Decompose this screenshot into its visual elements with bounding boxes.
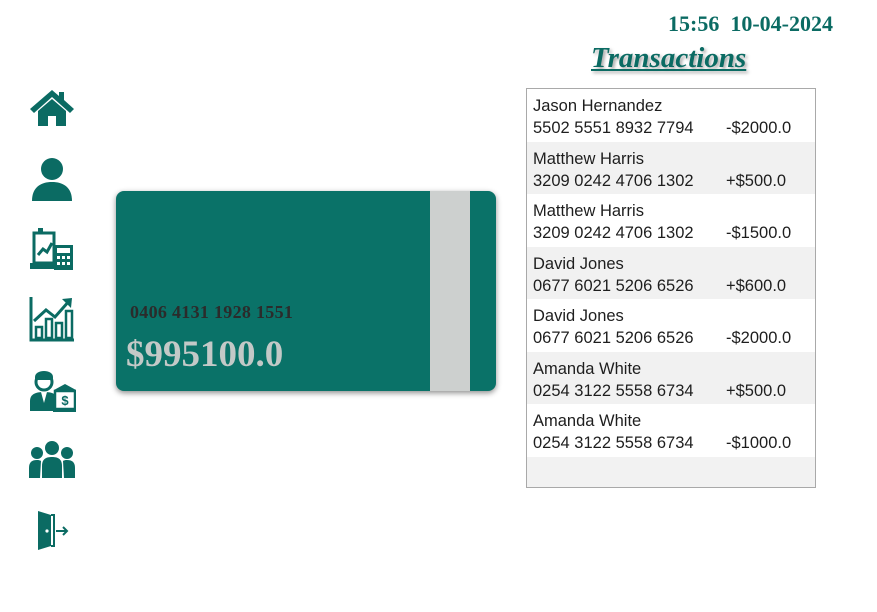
- transaction-card-number: 0254 3122 5558 6734: [533, 381, 694, 400]
- transaction-amount: -$2000.0: [726, 329, 792, 347]
- transaction-card-number: 3209 0242 4706 1302: [533, 171, 694, 190]
- bank-card: [116, 191, 496, 391]
- transaction-amount: -$2000.0: [726, 119, 792, 137]
- transaction-row: [527, 404, 815, 457]
- transaction-row: [527, 247, 815, 300]
- transaction-name: Amanda White: [533, 412, 642, 430]
- card-stripe: [430, 191, 470, 391]
- accounting-icon[interactable]: [28, 225, 76, 273]
- transactions-list[interactable]: [526, 88, 816, 488]
- transaction-name: Matthew Harris: [533, 149, 644, 168]
- card-number: 0406 4131 1928 1551: [130, 302, 294, 322]
- transaction-row: [527, 194, 815, 247]
- group-icon[interactable]: [28, 436, 76, 484]
- transaction-amount: -$1000.0: [726, 434, 792, 452]
- transaction-card-number: 3209 0242 4706 1302: [533, 224, 694, 242]
- transaction-amount: -$1500.0: [726, 224, 792, 242]
- transaction-row: [527, 352, 815, 405]
- transaction-card-number: 5502 5551 8932 7794: [533, 119, 694, 137]
- transaction-name: Jason Hernandez: [533, 97, 663, 115]
- transaction-name: Matthew Harris: [533, 202, 644, 220]
- logout-icon[interactable]: [28, 506, 76, 554]
- transaction-row: [527, 89, 815, 142]
- card-balance: $995100.0: [126, 334, 284, 375]
- user-icon[interactable]: [28, 155, 76, 203]
- transaction-amount: +$500.0: [726, 171, 787, 190]
- transaction-card-number: 0677 6021 5206 6526: [533, 329, 694, 347]
- datetime-display: 15:56 10-04-2024: [668, 11, 833, 36]
- transaction-card-number: 0677 6021 5206 6526: [533, 276, 694, 295]
- transaction-name: David Jones: [533, 307, 624, 325]
- transaction-name: Amanda White: [533, 359, 642, 378]
- transaction-amount: +$600.0: [726, 276, 787, 295]
- home-icon[interactable]: [28, 84, 76, 132]
- growth-chart-icon[interactable]: [28, 295, 76, 343]
- transactions-title: Transactions: [591, 42, 747, 74]
- transaction-amount: +$500.0: [726, 381, 787, 400]
- transaction-row: [527, 142, 815, 195]
- banker-icon[interactable]: [28, 365, 76, 413]
- transaction-row: [527, 299, 815, 352]
- transaction-card-number: 0254 3122 5558 6734: [533, 434, 694, 452]
- transaction-name: David Jones: [533, 254, 624, 273]
- svg-text:$: $: [61, 393, 69, 408]
